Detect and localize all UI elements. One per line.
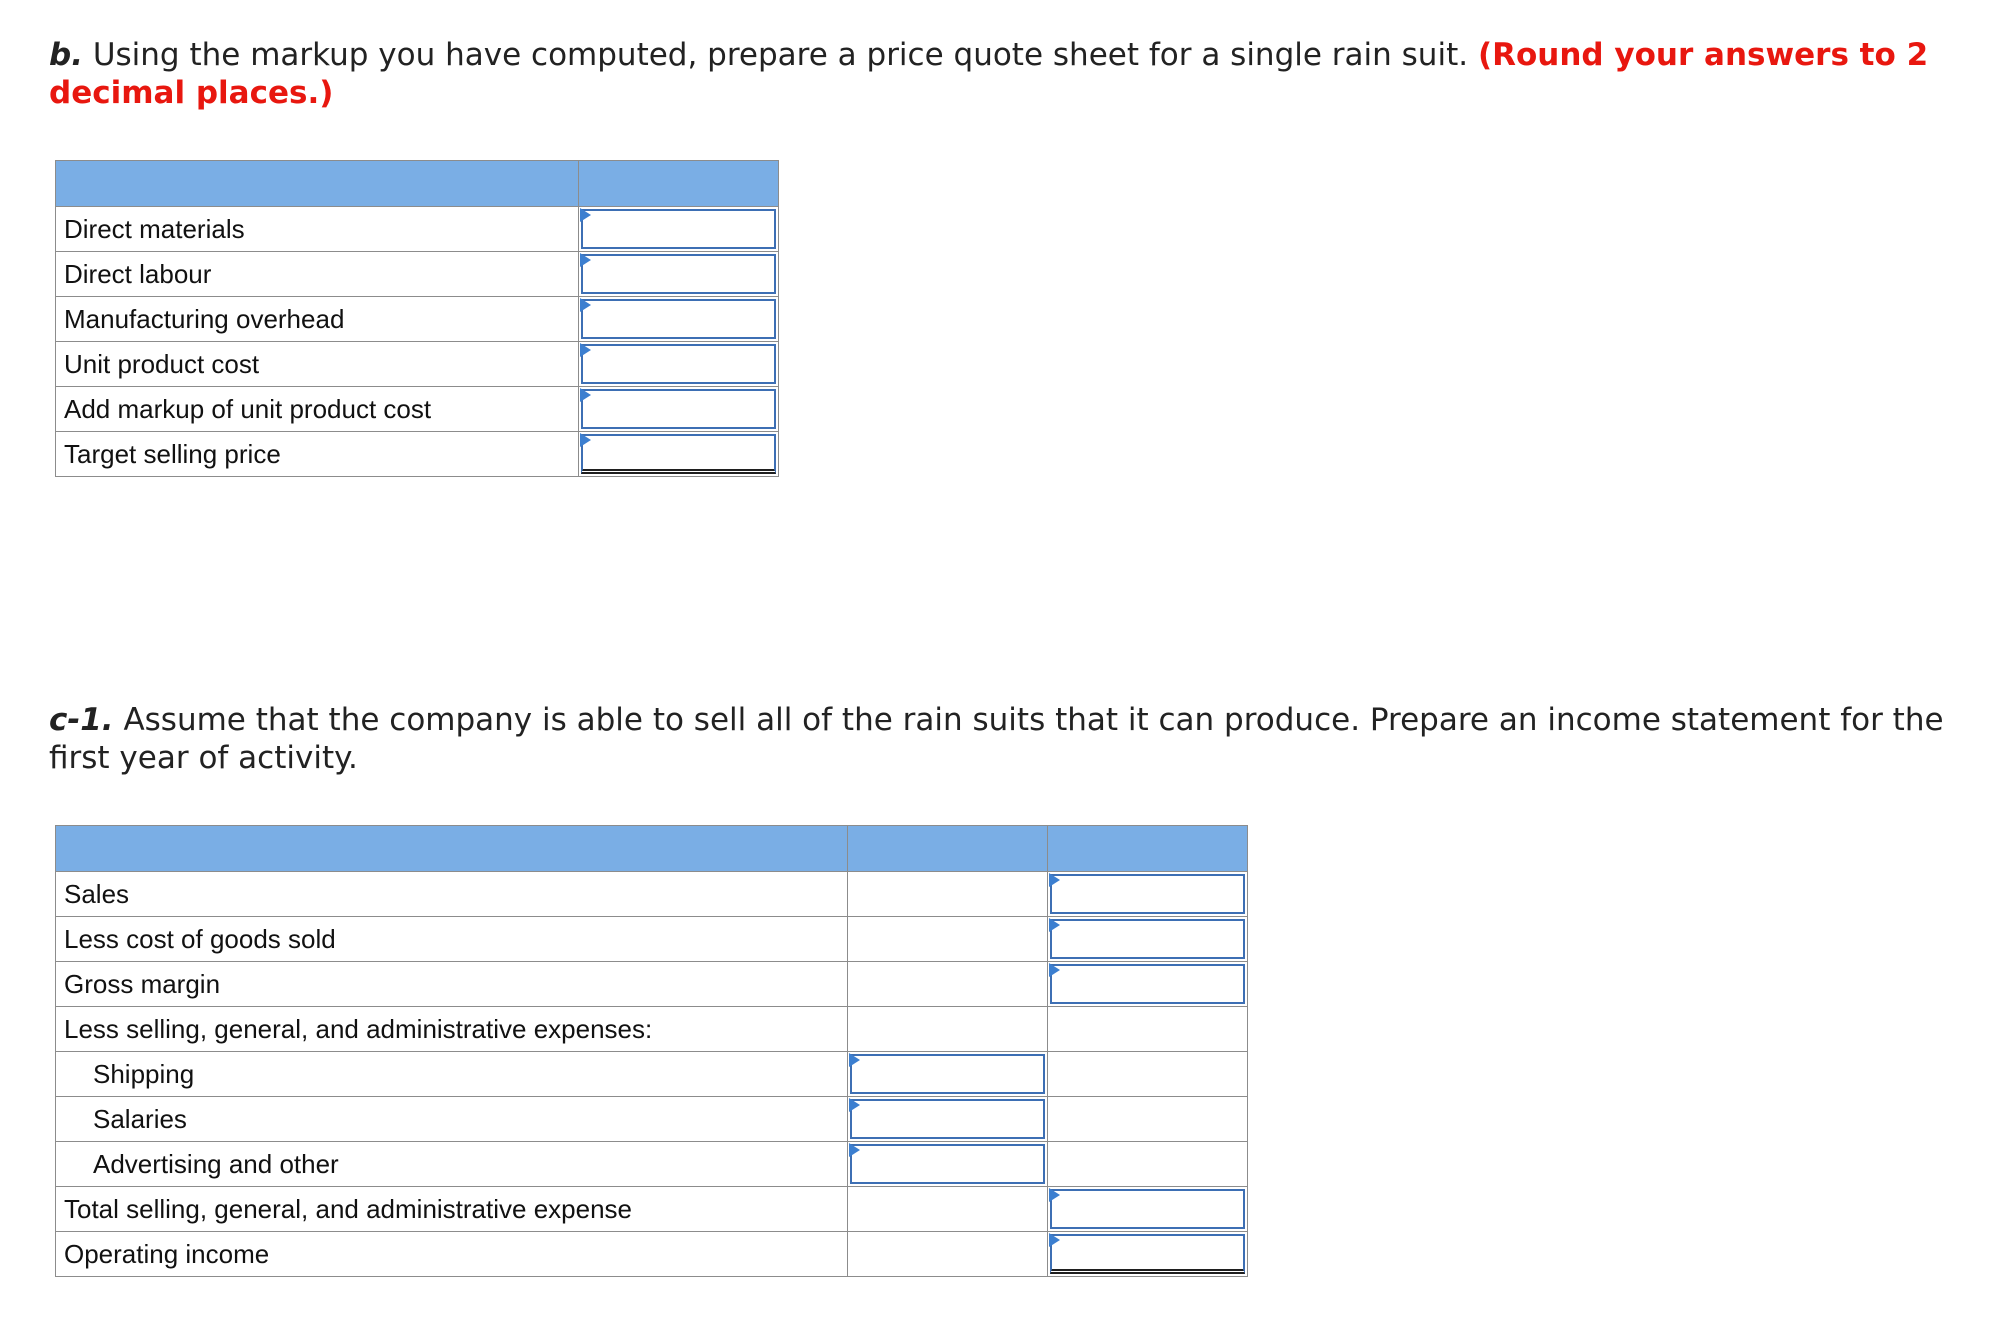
table-row [56,962,1248,1007]
direct-materials-input[interactable] [581,209,776,249]
input-flag-icon [849,1053,860,1067]
target-selling-price-input[interactable] [581,434,776,474]
table-row [56,387,779,432]
sales-input[interactable] [1050,874,1245,914]
empty-cell [848,1007,1048,1052]
table-row [56,1232,1248,1277]
shipping-input[interactable] [850,1054,1045,1094]
manufacturing-overhead-cell [579,297,779,342]
manufacturing-overhead-input[interactable] [581,299,776,339]
table-row [56,872,1248,917]
direct-labour-input[interactable] [581,254,776,294]
table-row [56,1187,1248,1232]
input-flag-icon [580,298,591,312]
table-row [56,432,779,477]
salaries-input[interactable] [850,1099,1045,1139]
sales-cell [1048,872,1248,917]
empty-cell [1048,1052,1248,1097]
row-label: Operating income [56,1232,848,1277]
question-b [49,36,1929,112]
row-label: Gross margin [56,962,848,1007]
row-label: Add markup of unit product cost [56,387,579,432]
advertising-and-other-input[interactable] [850,1144,1045,1184]
operating-income-input[interactable] [1050,1234,1245,1274]
table-row [56,1007,1248,1052]
markup-cell [579,387,779,432]
input-flag-icon [1049,1188,1060,1202]
empty-cell [848,1232,1048,1277]
table-header-row [56,826,1248,872]
input-flag-icon [1049,963,1060,977]
cost-of-goods-sold-input[interactable] [1050,919,1245,959]
empty-cell [848,1187,1048,1232]
gross-margin-cell [1048,962,1248,1007]
input-flag-icon [580,343,591,357]
row-label: Sales [56,872,848,917]
table-header-row [56,161,779,207]
empty-cell [1048,1142,1248,1187]
total-sga-cell [1048,1187,1248,1232]
header-cell [848,826,1048,872]
input-flag-icon [580,433,591,447]
total-sga-expense-input[interactable] [1050,1189,1245,1229]
table-row [56,1052,1248,1097]
input-flag-icon [1049,918,1060,932]
header-cell [579,161,779,207]
header-cell [1048,826,1248,872]
operating-income-cell [1048,1232,1248,1277]
input-flag-icon [849,1143,860,1157]
table-row [56,207,779,252]
unit-product-cost-input[interactable] [581,344,776,384]
direct-materials-cell [579,207,779,252]
input-flag-icon [1049,1233,1060,1247]
row-label: Advertising and other [56,1142,848,1187]
markup-input[interactable] [581,389,776,429]
row-label: Direct materials [56,207,579,252]
row-label: Less selling, general, and administrative expenses: [56,1007,848,1052]
input-flag-icon [580,208,591,222]
question-b-text: Using the markup you have computed, prepare a price quote sheet for a single rain suit. [92,37,1469,73]
question-b-rounding-note: (Round your answers to 2 decimal places.) [49,37,1929,111]
header-cell [56,826,848,872]
row-label: Salaries [56,1097,848,1142]
direct-labour-cell [579,252,779,297]
table-row [56,342,779,387]
gross-margin-input[interactable] [1050,964,1245,1004]
table-row [56,1097,1248,1142]
row-label: Unit product cost [56,342,579,387]
empty-cell [1048,1097,1248,1142]
input-flag-icon [580,388,591,402]
price-quote-table [55,160,779,477]
advertising-cell [848,1142,1048,1187]
empty-cell [848,962,1048,1007]
question-c1-id: c-1. [49,702,114,738]
question-c1-text: Assume that the company is able to sell all of the rain suits that it can produce. Prepare an income statement for the first year of activity. [49,702,1944,776]
input-flag-icon [849,1098,860,1112]
input-flag-icon [1049,873,1060,887]
row-label: Direct labour [56,252,579,297]
cogs-cell [1048,917,1248,962]
row-label: Total selling, general, and administrative expense [56,1187,848,1232]
empty-cell [1048,1007,1248,1052]
input-flag-icon [580,253,591,267]
header-cell [56,161,579,207]
income-statement-table [55,825,1248,1277]
row-label: Target selling price [56,432,579,477]
unit-product-cost-cell [579,342,779,387]
shipping-cell [848,1052,1048,1097]
row-label: Shipping [56,1052,848,1097]
empty-cell [848,872,1048,917]
table-row [56,1142,1248,1187]
question-b-id: b. [49,37,83,73]
salaries-cell [848,1097,1048,1142]
row-label: Less cost of goods sold [56,917,848,962]
target-selling-price-cell [579,432,779,477]
table-row [56,917,1248,962]
row-label: Manufacturing overhead [56,297,579,342]
empty-cell [848,917,1048,962]
table-row [56,297,779,342]
question-c1 [49,701,1949,777]
table-row [56,252,779,297]
